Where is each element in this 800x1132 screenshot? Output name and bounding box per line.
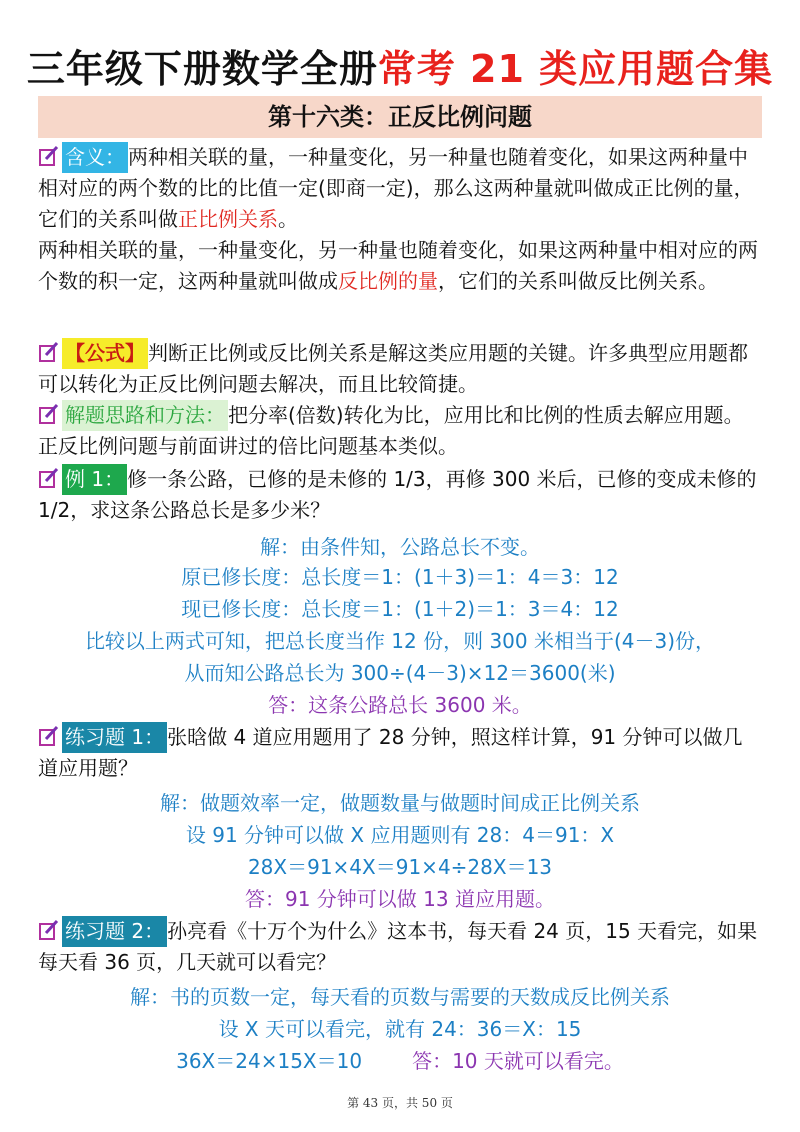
page-title bbox=[0, 38, 800, 93]
title-part-1: 三年级下册数学全册 bbox=[26, 47, 378, 91]
example1-solution-line: 原已修长度：总长度＝1：(1＋3)＝1：4＝3：12 bbox=[181, 565, 619, 589]
meaning-text-3: ，它们的关系叫做反比例关系。 bbox=[438, 269, 718, 293]
meaning-highlight-1: 正比例关系 bbox=[178, 207, 278, 231]
practice2-tag: 练习题 2： bbox=[62, 916, 167, 947]
example1-tag: 例 1： bbox=[62, 464, 127, 495]
practice2-solution-line: 设 X 天可以看完，就有 24：36＝X：15 bbox=[218, 1017, 582, 1041]
meaning-tag: 含义： bbox=[62, 142, 128, 173]
practice1-answer: 答：91 分钟可以做 13 道应用题。 bbox=[245, 887, 555, 911]
note-pencil-icon bbox=[38, 467, 60, 489]
note-pencil-icon bbox=[38, 403, 60, 425]
formula-text: 判断正比例或反比例关系是解这类应用题的关键。许多典型应用题都可以转化为正反比例问题去解决，而且比较简捷。 bbox=[38, 341, 748, 396]
practice2-answer: 答：10 天就可以看完。 bbox=[412, 1049, 624, 1073]
section-banner: 第十六类：正反比例问题 bbox=[38, 96, 762, 138]
practice2-solution-line bbox=[0, 1046, 800, 1077]
practice2-equation: 36X＝24×15X＝10 bbox=[176, 1049, 363, 1073]
method-text: 把分率(倍数)转化为比，应用比和比例的性质去解应用题。正反比例问题与前面讲过的倍比问题基本类似。 bbox=[38, 403, 744, 458]
title-part-2: 常考 21 类应用题合集 bbox=[377, 47, 774, 91]
practice2-block bbox=[38, 916, 762, 978]
page-footer: 第 43 页，共 50 页 bbox=[347, 1096, 453, 1110]
practice1-solution-line: 设 91 分钟可以做 X 应用题则有 28：4＝91：X bbox=[185, 823, 615, 847]
practice1-solution-line: 28X＝91×4X＝91×4÷28X＝13 bbox=[247, 855, 553, 879]
practice1-question: 张晗做 4 道应用题用了 28 分钟，照这样计算，91 分钟可以做几道应用题？ bbox=[38, 725, 743, 780]
practice1-solution-line: 解：做题效率一定，做题数量与做题时间成正比例关系 bbox=[160, 791, 640, 815]
example1-solution-line: 解：由条件知，公路总长不变。 bbox=[260, 535, 540, 559]
note-pencil-icon bbox=[38, 919, 60, 941]
meaning-block bbox=[38, 142, 762, 297]
method-tag: 解题思路和方法： bbox=[62, 400, 228, 431]
formula-tag: 【公式】 bbox=[62, 338, 148, 369]
practice1-block bbox=[38, 722, 762, 784]
example1-solution-line: 从而知公路总长为 300÷(4－3)×12＝3600(米) bbox=[184, 661, 616, 685]
example1-block bbox=[38, 464, 762, 526]
method-block bbox=[38, 400, 762, 462]
example1-solution-line: 现已修长度：总长度＝1：(1＋2)＝1：3＝4：12 bbox=[181, 597, 619, 621]
example1-solution-line: 比较以上两式可知，把总长度当作 12 份，则 300 米相当于(4－3)份， bbox=[84, 629, 716, 653]
formula-block bbox=[38, 338, 762, 400]
meaning-text-2: 两种相关联的量，一种量变化，另一种量也随着变化，如果这两种量中相对应的两个数的积一定，这两种量就叫做成 bbox=[38, 238, 758, 293]
practice2-question: 孙亮看《十万个为什么》这本书，每天看 24 页，15 天看完，如果每天看 36 页，几天就可以看完？ bbox=[38, 919, 758, 974]
example1-question: 修一条公路，已修的是未修的 1/3，再修 300 米后，已修的变成未修的 1/2，求这条公路总长是多少米？ bbox=[38, 467, 757, 522]
practice1-tag: 练习题 1： bbox=[62, 722, 167, 753]
meaning-end-1: 。 bbox=[278, 207, 298, 231]
note-pencil-icon bbox=[38, 341, 60, 363]
note-pencil-icon bbox=[38, 725, 60, 747]
example1-answer: 答：这条公路总长 3600 米。 bbox=[268, 693, 532, 717]
meaning-text-1: 两种相关联的量，一种量变化，另一种量也随着变化，如果这两种量中相对应的两个数的比的比值一定(即商一定)，那么这两种量就叫做成正比例的量，它们的关系叫做 bbox=[38, 145, 754, 231]
note-pencil-icon bbox=[38, 145, 60, 167]
meaning-highlight-2: 反比例的量 bbox=[338, 269, 438, 293]
practice2-solution-line: 解：书的页数一定，每天看的页数与需要的天数成反比例关系 bbox=[130, 985, 670, 1009]
